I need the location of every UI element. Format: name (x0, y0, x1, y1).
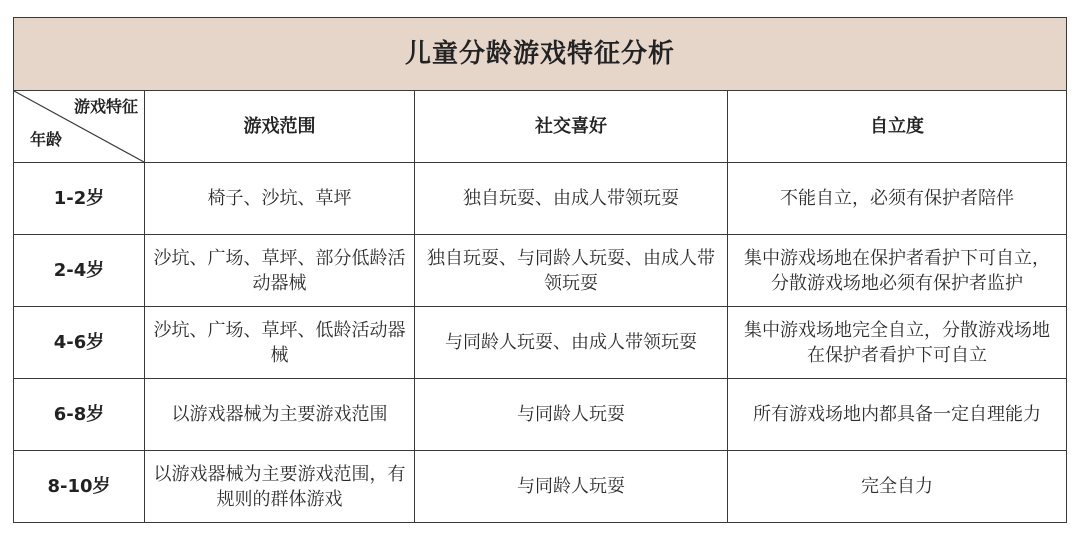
corner-age-label: 年龄 (30, 130, 63, 149)
age-cell: 1-2岁 (14, 163, 145, 235)
range-cell: 沙坑、广场、草坪、部分低龄活动器械 (145, 235, 415, 307)
column-header-social: 社交喜好 (415, 91, 728, 163)
table-row (14, 379, 1067, 451)
table-row (14, 163, 1067, 235)
age-cell: 8-10岁 (14, 451, 145, 523)
title-row (14, 18, 1067, 91)
independence-cell: 完全自力 (728, 451, 1067, 523)
range-cell: 以游戏器械为主要游戏范围，有规则的群体游戏 (145, 451, 415, 523)
column-header-range: 游戏范围 (145, 91, 415, 163)
range-cell: 椅子、沙坑、草坪 (145, 163, 415, 235)
independence-cell: 所有游戏场地内都具备一定自理能力 (728, 379, 1067, 451)
social-cell: 与同龄人玩耍 (415, 451, 728, 523)
social-cell: 独自玩耍、由成人带领玩耍 (415, 163, 728, 235)
table-row (14, 235, 1067, 307)
range-cell: 以游戏器械为主要游戏范围 (145, 379, 415, 451)
independence-cell: 集中游戏场地完全自立，分散游戏场地在保护者看护下可自立 (728, 307, 1067, 379)
social-cell: 与同龄人玩耍、由成人带领玩耍 (415, 307, 728, 379)
table-row (14, 451, 1067, 523)
social-cell: 独自玩耍、与同龄人玩耍、由成人带领玩耍 (415, 235, 728, 307)
child-play-table (13, 17, 1067, 523)
age-cell: 2-4岁 (14, 235, 145, 307)
independence-cell: 集中游戏场地在保护者看护下可自立，分散游戏场地必须有保护者监护 (728, 235, 1067, 307)
independence-cell: 不能自立，必须有保护者陪伴 (728, 163, 1067, 235)
corner-header-cell (14, 91, 145, 163)
age-cell: 4-6岁 (14, 307, 145, 379)
table-title: 儿童分龄游戏特征分析 (14, 18, 1067, 91)
table-row (14, 307, 1067, 379)
age-cell: 6-8岁 (14, 379, 145, 451)
social-cell: 与同龄人玩耍 (415, 379, 728, 451)
header-row (14, 91, 1067, 163)
corner-play-feature-label: 游戏特征 (73, 97, 138, 116)
range-cell: 沙坑、广场、草坪、低龄活动器械 (145, 307, 415, 379)
column-header-independence: 自立度 (728, 91, 1067, 163)
